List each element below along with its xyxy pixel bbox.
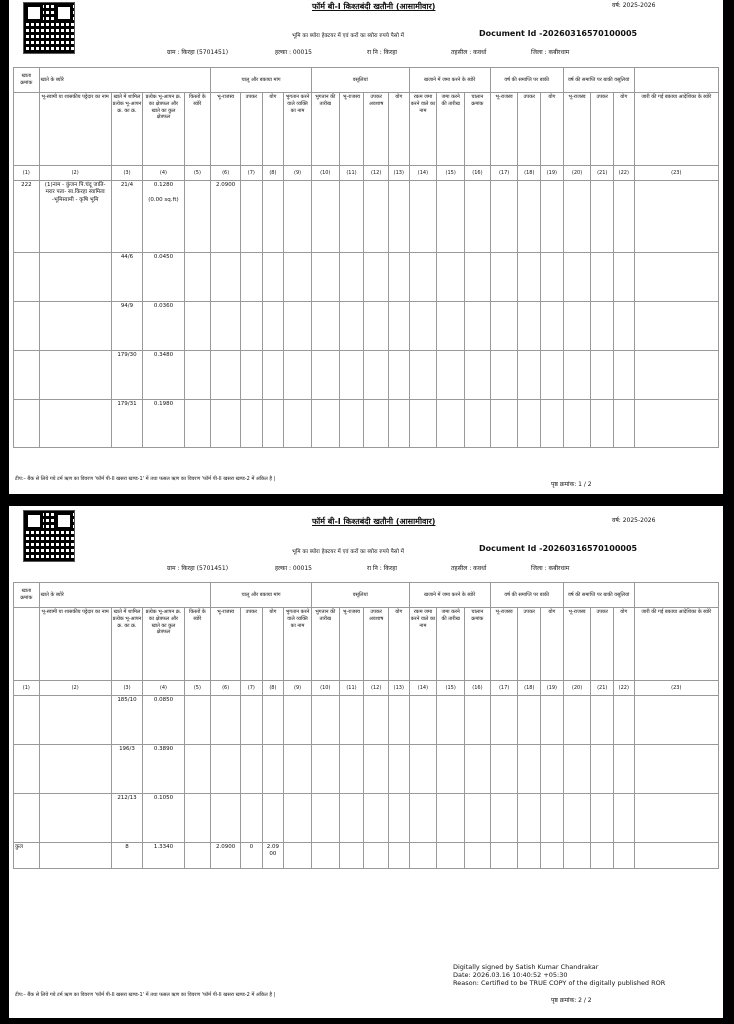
subheader-19: योग	[541, 608, 564, 681]
header-vasuliyan: वसूलियां	[311, 68, 409, 93]
header-varsh-samapti-baki: वर्ष की समाप्ति पर बाकी	[490, 68, 563, 93]
qr-code	[23, 510, 75, 562]
subheader-20: भू-राजस्व	[563, 608, 591, 681]
table-row	[14, 351, 719, 400]
header-khajane: खजाने में जमा करने के ब्योरे	[409, 583, 490, 608]
khatauni-table-page-1	[13, 67, 719, 448]
col-num: (22)	[614, 166, 635, 181]
col-num: (14)	[409, 166, 437, 181]
subheader-15: जमा करने की तारीख	[437, 93, 465, 166]
area-note: भूमि का ब्योरा हेक्टयर में एवं करों का ब्योरा रुपये पैसो में	[292, 549, 404, 555]
table-row	[14, 253, 719, 302]
subheader-6: भू-राजस्व	[211, 93, 241, 166]
subheader-22: योग	[614, 608, 635, 681]
khasra-number: 21/4	[111, 181, 143, 253]
col-num: (10)	[311, 681, 339, 696]
khasra-number: 44/6	[111, 253, 143, 302]
subheader-9: भुगतान करने वाले व्यक्ति का नाम	[284, 608, 312, 681]
col-num: (10)	[311, 166, 339, 181]
village-label: ग्राम : किरहा (5701451)	[167, 49, 229, 56]
col-num: (17)	[490, 166, 518, 181]
col-num: (1)	[14, 681, 40, 696]
area-note: भूमि का ब्योरा हेक्टयर में एवं करों का ब्योरा रुपये पैसो में	[292, 33, 404, 39]
subheader-8: योग	[262, 608, 284, 681]
col-num: (5)	[184, 681, 211, 696]
total-count: 8	[111, 843, 143, 869]
col-num: (18)	[518, 166, 541, 181]
header-khate-ke-byore: खाते के ब्योरे	[39, 583, 211, 608]
subheader-17: भू-राजस्व	[490, 93, 518, 166]
subheader-14: रकम जमा करने वाले का नाम	[409, 608, 437, 681]
total-label: कुल	[14, 843, 40, 869]
subheader-17: भू-राजस्व	[490, 608, 518, 681]
subheader-7: उपकर	[241, 93, 263, 166]
subheader-22: योग	[614, 93, 635, 166]
subheader-5: किस्तों के ब्योरे	[184, 93, 211, 166]
col-num: (6)	[211, 166, 241, 181]
table-row	[14, 696, 719, 745]
page-number: पृष्ठ क्रमांक: 1 / 2	[551, 481, 592, 488]
col-num: (11)	[339, 681, 364, 696]
table-row	[14, 745, 719, 794]
district-label: जिला : कबीरधाम	[531, 49, 570, 56]
col-num: (15)	[437, 681, 465, 696]
col-num: (1)	[14, 166, 40, 181]
col-num: (5)	[184, 166, 211, 181]
district-label: जिला : कबीरधाम	[531, 565, 570, 572]
table-row	[14, 794, 719, 843]
subheader-21: उपकर	[591, 93, 614, 166]
page-number: पृष्ठ क्रमांक: 2 / 2	[551, 997, 592, 1004]
subheader-9: भुगतान करने वाले व्यक्ति का नाम	[284, 93, 312, 166]
khasra-number: 179/31	[111, 400, 143, 448]
header-vasuliyan: वसूलियां	[311, 583, 409, 608]
document-id: Document Id -20260316570100005	[479, 544, 638, 553]
header-chalu-bakaya: चालू और बकाया मांग	[211, 583, 312, 608]
table-row	[14, 181, 719, 253]
area-value: 0.1050	[143, 794, 184, 843]
year-label: वर्ष: 2025-2026	[612, 517, 656, 524]
khasra-number: 196/3	[111, 745, 143, 794]
signature-line-2: Date: 2026.03.16 10:40:52 +05:30	[453, 970, 568, 979]
col-num: (11)	[339, 166, 364, 181]
subheader-12: उपकर अवशाष	[364, 608, 389, 681]
ri-label: रा नि : किरहा	[367, 565, 397, 572]
col-num: (3)	[111, 166, 143, 181]
col-num: (4)	[143, 166, 184, 181]
subheader-20: भू-राजस्व	[563, 93, 591, 166]
document-id: Document Id -20260316570100005	[479, 29, 638, 38]
col-num: (12)	[364, 166, 389, 181]
village-label: ग्राम : किरहा (5701451)	[167, 565, 229, 572]
khasra-number: 212/13	[111, 794, 143, 843]
subheader-2: भू-स्वामी या शासकीय पट्टेदार का नाम	[39, 608, 111, 681]
table-row	[14, 302, 719, 351]
col-num: (7)	[241, 681, 263, 696]
khatauni-table-page-2	[13, 582, 719, 869]
qr-code	[23, 2, 75, 54]
area-value: 0.0450	[143, 253, 184, 302]
khasra-number: 94/9	[111, 302, 143, 351]
total-area: 1.3340	[143, 843, 184, 869]
col-num: (12)	[364, 681, 389, 696]
subheader-7: उपकर	[241, 608, 263, 681]
halka-label: हल्का : 00015	[275, 565, 312, 572]
col-num: (4)	[143, 681, 184, 696]
col-num: (7)	[241, 166, 263, 181]
signature-line-1: Digitally signed by Satish Kumar Chandrakar	[453, 963, 599, 971]
subheader-13: योग	[388, 93, 409, 166]
subheader-4: प्रत्येक भू-आपन क्र. का क्षेत्रफल और खाते का कुल क्षेत्रफल	[143, 93, 184, 166]
ri-label: रा नि : किरहा	[367, 49, 397, 56]
footnote: टीप:– बैंक से लिये गये टर्म ऋण का विवरण 'फॉर्म पी-II खसरा खण्ड-1' में तथा फसल ऋण का विवरण 'फॉर्म पी-II खसरा खण्ड-2 में अंकित है |	[15, 992, 276, 998]
subheader-16: चालान क्रमांक	[465, 93, 491, 166]
subheader-19: योग	[541, 93, 564, 166]
subheader-10: भुगतान की तारीख	[311, 93, 339, 166]
area-value: 0.1980	[143, 400, 184, 448]
document-page-2	[9, 506, 723, 1018]
subheader-1	[14, 608, 40, 681]
area-value: 0.0360	[143, 302, 184, 351]
header-blank	[634, 583, 718, 608]
revenue-value: 2.0900	[211, 181, 241, 253]
col-num: (15)	[437, 166, 465, 181]
col-num: (9)	[284, 166, 312, 181]
col-num: (13)	[388, 681, 409, 696]
table-row	[14, 400, 719, 448]
document-page-1	[9, 0, 723, 494]
subheader-12: उपकर अवशाष	[364, 93, 389, 166]
header-varsh-samapti-baki: वर्ष की समाप्ति पर बाकी	[490, 583, 563, 608]
col-num: (9)	[284, 681, 312, 696]
col-num: (19)	[541, 681, 564, 696]
header-varsh-samapti-baki-vasuliyan: वर्ष की समाप्ति पर बाकी वसूलियां	[563, 68, 634, 93]
year-label: वर्ष: 2025-2026	[612, 2, 656, 9]
subheader-10: भुगतान की तारीख	[311, 608, 339, 681]
subheader-23: जारी की गई बकाया आदेशिका के ब्योरे	[634, 608, 718, 681]
subheader-18: उपकर	[518, 608, 541, 681]
subheader-5: किस्तों के ब्योरे	[184, 608, 211, 681]
halka-label: हल्का : 00015	[275, 49, 312, 56]
area-value: 0.3480	[143, 351, 184, 400]
header-blank	[634, 68, 718, 93]
col-num: (17)	[490, 681, 518, 696]
area-cell	[143, 181, 184, 253]
col-num: (18)	[518, 681, 541, 696]
digital-signature	[453, 964, 665, 987]
subheader-11: भू-राजस्व	[339, 93, 364, 166]
header-khajane: खजाने में जमा करने के ब्योरे	[409, 68, 490, 93]
col-num: (2)	[39, 681, 111, 696]
col-num: (13)	[388, 166, 409, 181]
subheader-8: योग	[262, 93, 284, 166]
subheader-15: जमा करने की तारीख	[437, 608, 465, 681]
subheader-4: प्रत्येक भू-आपन क्र. का क्षेत्रफल और खाते का कुल क्षेत्रफल	[143, 608, 184, 681]
col-num: (21)	[591, 166, 614, 181]
col-num: (23)	[634, 166, 718, 181]
subheader-23: जारी की गई बकाया आदेशिका के ब्योरे	[634, 93, 718, 166]
header-chalu-bakaya: चालू और बकाया मांग	[211, 68, 312, 93]
footnote: टीप:– बैंक से लिये गये टर्म ऋण का विवरण 'फॉर्म पी-II खसरा खण्ड-1' में तथा फसल ऋण का विवरण 'फॉर्म पी-II खसरा खण्ड-2 में अंकित है |	[15, 476, 276, 482]
subheader-18: उपकर	[518, 93, 541, 166]
col-num: (20)	[563, 166, 591, 181]
col-num: (3)	[111, 681, 143, 696]
area-value: 0.3890	[143, 745, 184, 794]
khasra-number: 185/10	[111, 696, 143, 745]
col-num: (8)	[262, 166, 284, 181]
col-num: (8)	[262, 681, 284, 696]
area-value: 0.0850	[143, 696, 184, 745]
header-khate-ke-byore: खाते के ब्योरे	[39, 68, 211, 93]
form-title: फॉर्म बी-I किश्तबंदी खतौनी (आसामीवार)	[312, 2, 436, 11]
col-num: (23)	[634, 681, 718, 696]
subheader-3: खाते में शामिल प्रत्येक भू-आपन क्र. का क्र.	[111, 608, 143, 681]
col-num: (20)	[563, 681, 591, 696]
col-num: (14)	[409, 681, 437, 696]
subheader-2: भू-स्वामी या शासकीय पट्टेदार का नाम	[39, 93, 111, 166]
tehsil-label: तहसील : कवर्धा	[451, 565, 487, 572]
area-value: 0.1280	[153, 182, 174, 188]
col-num: (16)	[465, 681, 491, 696]
total-yog: 2.09 00	[262, 843, 284, 869]
area-sqft: (0.00 sq.ft)	[148, 197, 179, 204]
khasra-number: 179/30	[111, 351, 143, 400]
col-num: (19)	[541, 166, 564, 181]
subheader-6: भू-राजस्व	[211, 608, 241, 681]
total-upkar: 0	[241, 843, 263, 869]
col-num: (6)	[211, 681, 241, 696]
subheader-16: चालान क्रमांक	[465, 608, 491, 681]
subheader-3: खाते में शामिल प्रत्येक भू-आपन क्र. का क्र.	[111, 93, 143, 166]
subheader-11: भू-राजस्व	[339, 608, 364, 681]
total-row	[14, 843, 719, 869]
khata-number: 222	[14, 181, 40, 253]
col-num: (16)	[465, 166, 491, 181]
header-khata-kramank: खाता क्रमांक	[14, 583, 40, 608]
signature-line-3: Reason: Certified to be TRUE COPY of the digitally published ROR	[453, 978, 666, 987]
subheader-1	[14, 93, 40, 166]
subheader-14: रकम जमा करने वाले का नाम	[409, 93, 437, 166]
header-varsh-samapti-baki-vasuliyan: वर्ष की समाप्ति पर बाकी वसूलियां	[563, 583, 634, 608]
owner-details: (1)नाम - कुंजन पि.चंदू जाति- मरार पता- सा.किरहा स्वामित्व -भूमिस्वामी - कृषि भूमि	[39, 181, 111, 253]
subheader-21: उपकर	[591, 608, 614, 681]
subheader-13: योग	[388, 608, 409, 681]
form-title: फॉर्म बी-I किश्तबंदी खतौनी (आसामीवार)	[312, 517, 436, 526]
col-num: (21)	[591, 681, 614, 696]
header-khata-kramank: खाता क्रमांक	[14, 68, 40, 93]
total-revenue: 2.0900	[211, 843, 241, 869]
tehsil-label: तहसील : कवर्धा	[451, 49, 487, 56]
col-num: (2)	[39, 166, 111, 181]
col-num: (22)	[614, 681, 635, 696]
